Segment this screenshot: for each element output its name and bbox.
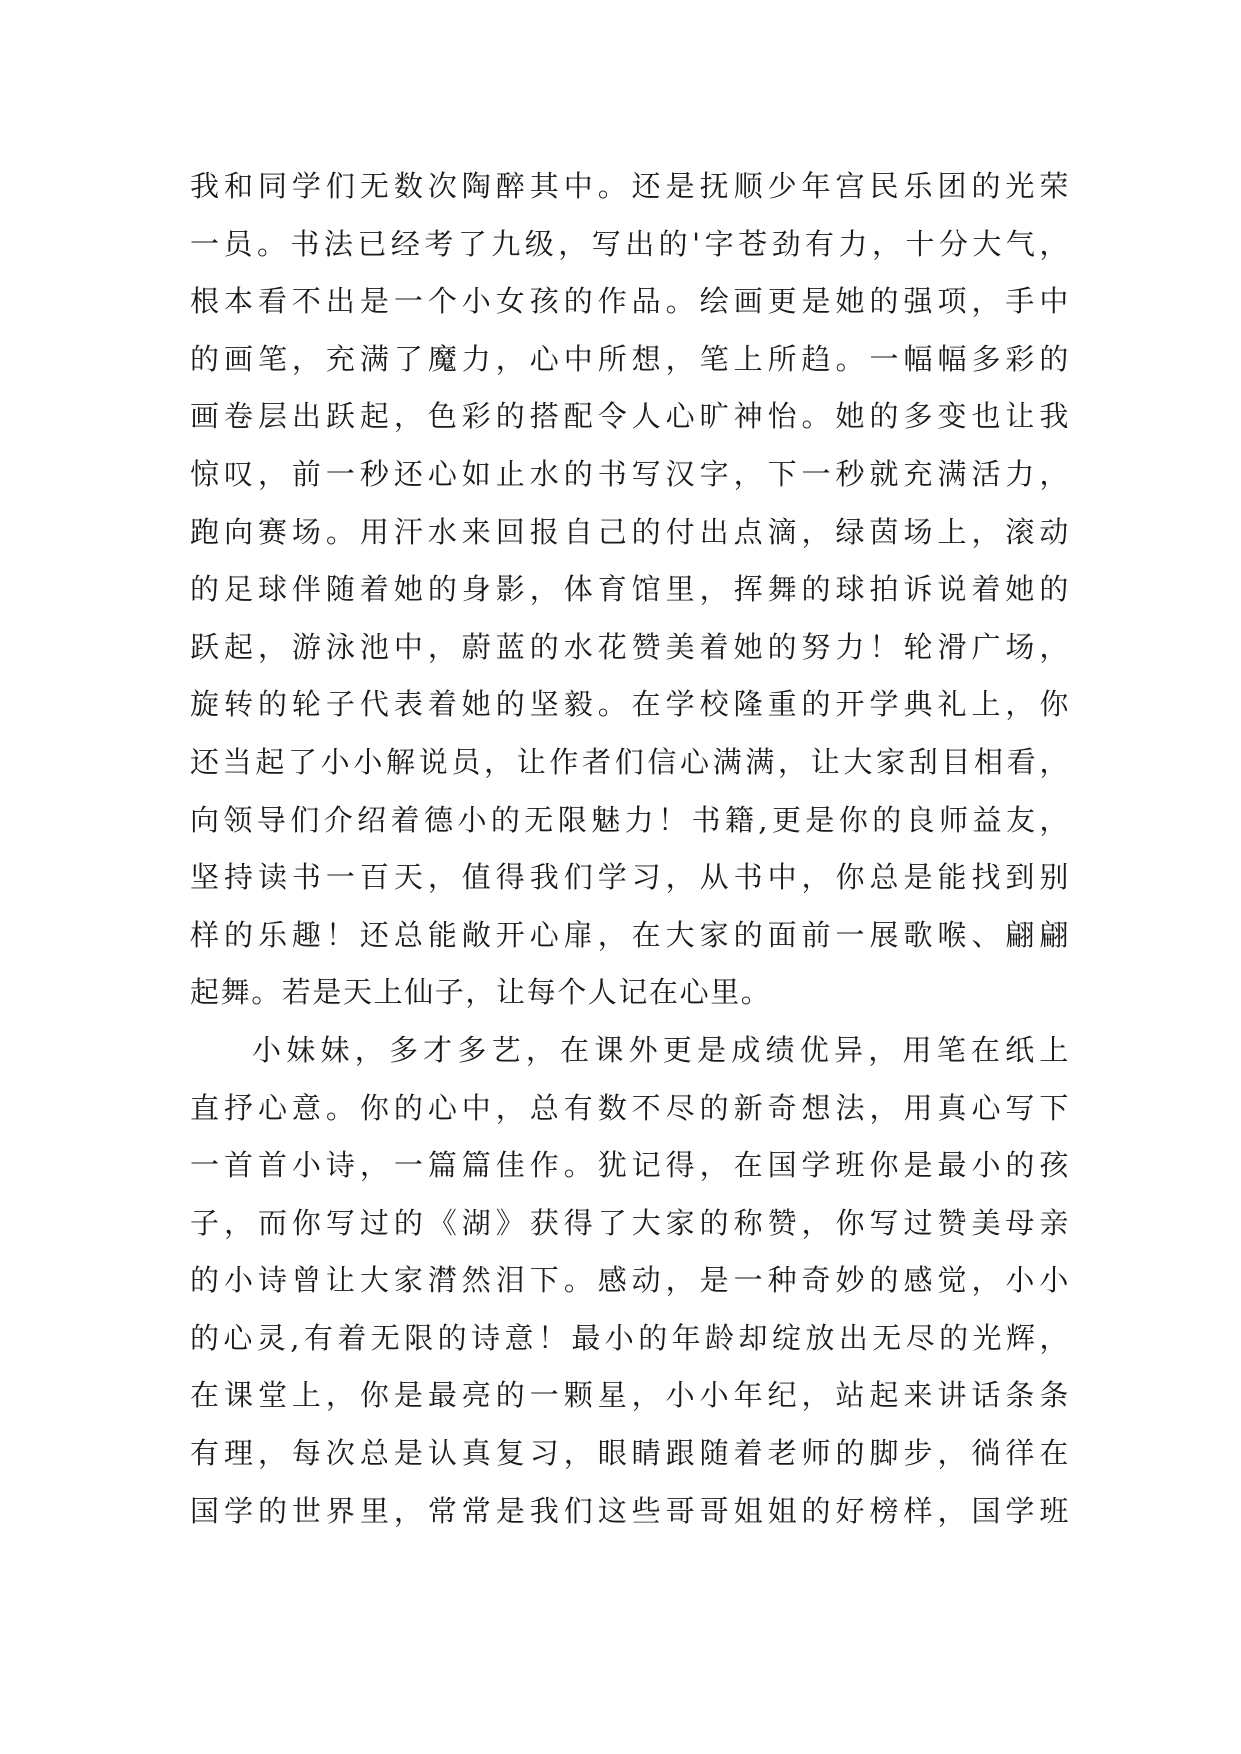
text-line: 起舞。若是天上仙子，让每个人记在心里。 — [190, 975, 772, 1010]
text-line: 有理，每次总是认真复习，眼睛跟随着老师的脚步，徜徉在 — [190, 1436, 1070, 1471]
text-line: 的足球伴随着她的身影，体育馆里，挥舞的球拍诉说着她的 — [190, 572, 1070, 607]
text-line: 跑向赛场。用汗水来回报自己的付出点滴，绿茵场上，滚动 — [190, 514, 1070, 549]
text-line: 惊叹，前一秒还心如止水的书写汉字，下一秒就充满活力， — [190, 456, 1070, 491]
text-line: 坚持读书一百天，值得我们学习，从书中，你总是能找到别 — [190, 860, 1070, 895]
text-line: 我和同学们无数次陶醉其中。还是抚顺少年宫民乐团的光荣 — [190, 169, 1070, 203]
text-line: 的小诗曾让大家潸然泪下。感动，是一种奇妙的感觉，小小 — [190, 1263, 1070, 1298]
text-line: 直抒心意。你的心中，总有数不尽的新奇想法，用真心写下 — [190, 1090, 1070, 1125]
text-line: 小妹妹，多才多艺，在课外更是成绩优异，用笔在纸上 — [252, 1032, 1070, 1067]
text-line: 的心灵,有着无限的诗意！最小的年龄却绽放出无尽的光辉， — [190, 1320, 1070, 1355]
text-line: 画卷层出跃起，色彩的搭配令人心旷神怡。她的多变也让我 — [190, 399, 1070, 434]
text-line: 一员。书法已经考了九级，写出的'字苍劲有力，十分大气， — [190, 226, 1070, 261]
text-line: 的画笔，充满了魔力，心中所想，笔上所趋。一幅幅多彩的 — [190, 341, 1070, 376]
body-text — [190, 158, 1070, 1540]
text-line: 一首首小诗，一篇篇佳作。犹记得，在国学班你是最小的孩 — [190, 1148, 1070, 1183]
paragraph-2 — [190, 1022, 1070, 1540]
text-line: 国学的世界里，常常是我们这些哥哥姐姐的好榜样，国学班 — [190, 1493, 1070, 1528]
text-line: 旋转的轮子代表着她的坚毅。在学校隆重的开学典礼上，你 — [190, 687, 1070, 722]
text-line: 根本看不出是一个小女孩的作品。绘画更是她的强项，手中 — [190, 284, 1070, 319]
text-line: 跃起，游泳池中，蔚蓝的水花赞美着她的努力！轮滑广场， — [190, 629, 1070, 664]
text-line: 向领导们介绍着德小的无限魅力！书籍,更是你的良师益友， — [190, 802, 1070, 837]
paragraph-1 — [190, 158, 1070, 1022]
text-line: 样的乐趣！还总能敞开心扉，在大家的面前一展歌喉、翩翩 — [190, 917, 1070, 952]
text-line: 在课堂上，你是最亮的一颗星，小小年纪，站起来讲话条条 — [190, 1378, 1070, 1413]
text-line: 还当起了小小解说员，让作者们信心满满，让大家刮目相看， — [190, 744, 1070, 779]
text-line: 子，而你写过的《湖》获得了大家的称赞，你写过赞美母亲 — [190, 1205, 1070, 1240]
